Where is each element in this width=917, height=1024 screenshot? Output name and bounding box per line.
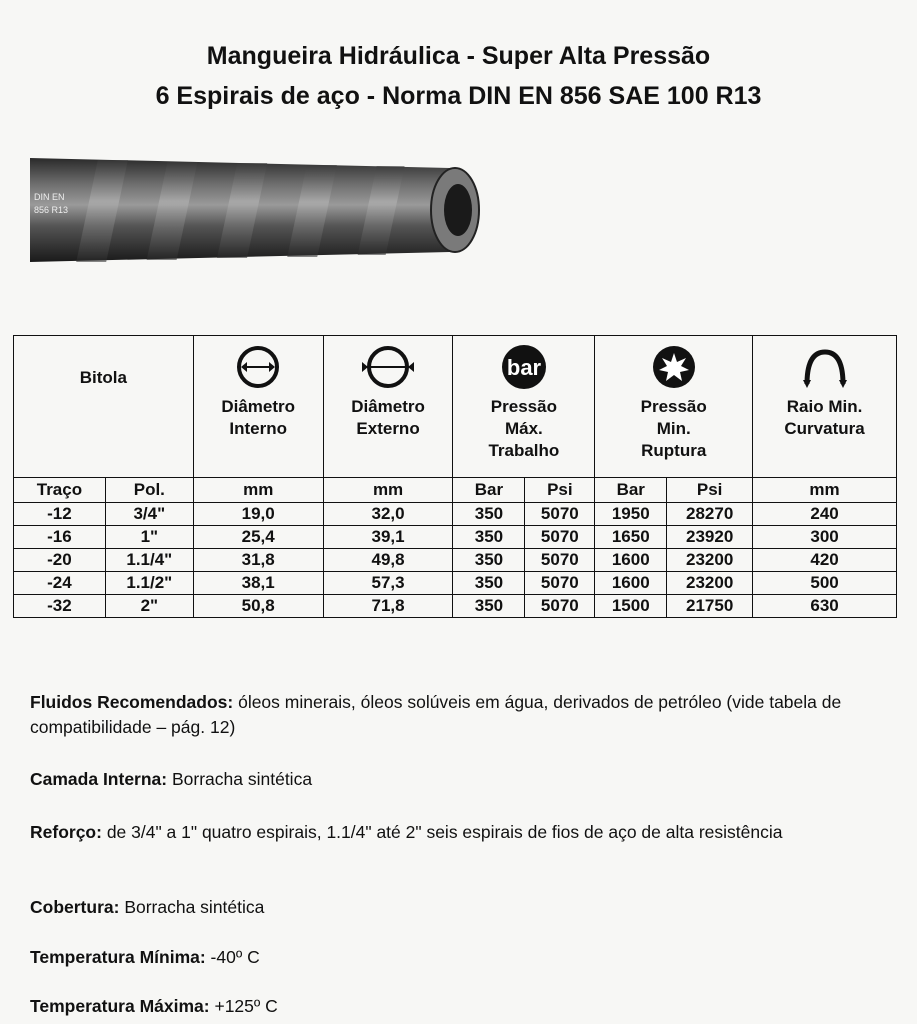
spec-fluidos: Fluidos Recomendados: óleos minerais, óleos solúveis em água, derivados de petróleo (vide tabela de compatibilidade – pág. 12) xyxy=(30,692,842,737)
spec-camada-interna: Camada Interna: Borracha sintética xyxy=(30,769,313,789)
spec-cobertura: Cobertura: Borracha sintética xyxy=(30,897,265,917)
units-row: Traço Pol. mm mm Bar Psi Bar Psi mm xyxy=(14,478,897,503)
header-bitola: Bitola xyxy=(14,336,194,478)
bend-radius-icon xyxy=(795,342,855,392)
header-diametro-externo: Diâmetro Externo xyxy=(323,336,453,478)
bar-gauge-icon xyxy=(494,342,554,392)
table-row: -32 2" 50,8 71,8 350 5070 1500 21750 630 xyxy=(14,595,897,618)
spec-table xyxy=(13,335,897,618)
table-row: -24 1.1/2" 38,1 57,3 350 5070 1600 23200 500 xyxy=(14,572,897,595)
hose-label-line2: 856 R13 xyxy=(34,205,69,215)
header-pressao-trabalho: bar Pressão Máx. Trabalho xyxy=(453,336,595,478)
page-title: Mangueira Hidráulica - Super Alta Pressão xyxy=(206,42,711,70)
burst-icon xyxy=(644,342,704,392)
hose-image xyxy=(30,150,490,270)
hose-label-line1: DIN EN xyxy=(34,192,65,202)
page-subtitle: 6 Espirais de aço - Norma DIN EN 856 SAE 100 R13 xyxy=(155,82,762,110)
table-row: -16 1" 25,4 39,1 350 5070 1650 23920 300 xyxy=(14,526,897,549)
header-raio-curvatura: Raio Min. Curvatura xyxy=(753,336,897,478)
bar-icon-text: bar xyxy=(506,355,542,380)
header-pressao-ruptura: Pressão Min. Ruptura xyxy=(595,336,753,478)
spec-reforco: Reforço: de 3/4" a 1" quatro espirais, 1.1/4" até 2" seis espirais de fios de aço de alta resistência xyxy=(30,822,783,842)
outer-diameter-icon xyxy=(358,342,418,392)
spec-temperatura-maxima: Temperatura Máxima: +125º C xyxy=(30,996,278,1016)
header-diametro-interno: Diâmetro Interno xyxy=(193,336,323,478)
spec-temperatura-minima: Temperatura Mínima: -40º C xyxy=(30,947,260,967)
table-row: -12 3/4" 19,0 32,0 350 5070 1950 28270 240 xyxy=(14,503,897,526)
inner-diameter-icon xyxy=(228,342,288,392)
table-row: -20 1.1/4" 31,8 49,8 350 5070 1600 23200 420 xyxy=(14,549,897,572)
